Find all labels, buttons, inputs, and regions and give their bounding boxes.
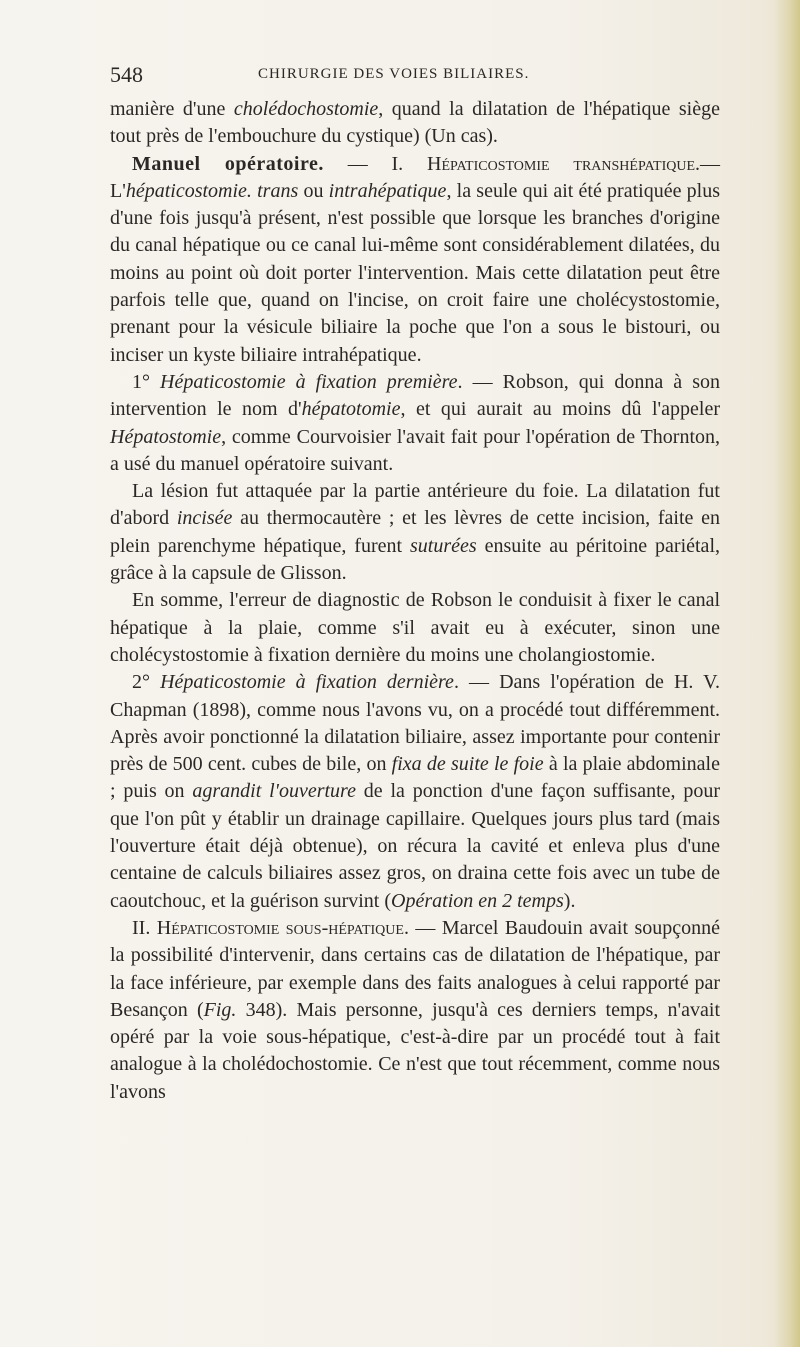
text-run: 348). Mais personne, jusqu'à ces derniers temps, n'avait opéré par la voie sous-hépatique, c'est-à-dire par un procédé tout à fait analogue à la cholédochostomie. Ce n'est que tout récemment, comme nous l'avons [110,998,721,1103]
text-run: . — Robson, qui donna à son intervention le nom d' [110,370,721,421]
text-run: II. [132,916,157,939]
running-head: CHIRURGIE DES VOIES BILIAIRES. [258,66,530,82]
subsection-heading: Hépaticostomie transhépatique [427,152,695,175]
text-run: manière d'une [110,98,234,120]
text-run: , la seule qui ait été pratiquée plus d'une fois jusqu'à présent, n'est possible que lorsque les branches d'origine du canal hépatique ou ce canal lui-même sont considérablement dilatées, du moins au point où doit porter l'intervention. Mais cette dilatation peut être parfois telle que, quand on l'incise, on croit faire une cholécystostomie, prenant pour la vésicule biliaire la poche que l'on a sous le bistouri, ou inciser un kyste biliaire intrahépatique. [110,179,720,366]
italic-heading: Hépaticostomie à fixation dernière [160,671,454,694]
text-run: ). [563,889,576,912]
text-run: 1° [132,370,161,393]
text-run: En somme, l'erreur de diagnostic de Robson le conduisit à fixer le canal hépatique à la plaie, comme s'il avait eu à exécuter, sinon une cholécystostomie à fixation dernière du moins une cholangiostomie. [110,589,720,666]
italic-term: agrandit l'ouverture [192,780,356,803]
italic-term: intrahépatique [328,179,447,202]
section-heading: Manuel opératoire. [132,152,324,175]
italic-term: hépaticostomie. trans [125,179,299,202]
text-run: . — Dans l'opération de H. V. Chapman (1898), comme nous l'avons vu, on a procédé tout différemment. Après avoir ponctionné la dilatation biliaire, assez importante pour contenir près de 500 cent. cubes de bile, on [110,671,720,776]
paragraph-fixation-derniere [110,669,720,915]
text-run: ou [298,179,329,202]
text-run: La lésion fut attaquée par la partie antérieure du foie. La dilatation fut d'abord [110,480,720,530]
text-run: , comme Courvoisier l'avait fait pour l'opération de Thornton, a usé du manuel opératoire suivant. [110,425,720,475]
text-run: à la plaie abdominale ; puis on [110,753,720,803]
text-run: — I. [323,152,427,175]
paragraph-en-somme [110,587,720,669]
page-number: 548 [110,62,143,87]
text-run: ensuite au péritoine pariétal, grâce à la capsule de Glisson. [110,534,720,585]
italic-term: fixa de suite le foie [391,753,544,776]
text-run: .— L' [110,152,720,202]
page-edge-shadow [774,0,800,1347]
page-header [110,62,720,90]
page-body [110,96,720,1106]
italic-term: hépatotomie [301,398,401,421]
italic-heading: Hépaticostomie à fixation première [160,370,458,393]
text-run: de la ponction d'une façon suffisante, pour que l'on pût y établir un drainage capillaire. Quelques jours plus tard (mais l'ouverture était déjà obtenue), on récura la cavité et enleva plus d'une centaine de calculs biliaires assez gros, on draina cette fois avec un tube de caoutchouc, et la guérison survint ( [110,780,721,912]
paragraph-fixation-premiere [110,369,720,478]
figure-reference: Fig. [203,998,237,1021]
paragraph-lesion [110,478,720,587]
text-run: au thermocautère ; et les lèvres de cette incision, faite en plein parenchyme hépatique, furent [110,507,720,557]
paragraph-sous-hepatique [110,915,720,1106]
paragraph-manuel-operatoire [110,151,720,369]
text-run: , quand la dilatation de l'hépatique siège tout près de l'embouchure du cystique) (Un cas). [110,98,720,148]
subsection-heading: Hépaticostomie sous-hépatique [156,916,404,939]
text-run: 2° [132,671,161,694]
italic-term: suturées [409,534,477,557]
text-run: , et qui aurait au moins dû l'appeler [400,398,720,421]
italic-term: incisée [176,507,233,530]
paragraph-1 [110,96,720,151]
italic-term: Hépatostomie [110,425,222,448]
italic-term: cholédochostomie [233,98,379,120]
italic-term: Opération en 2 temps [391,889,564,912]
text-run: . — Marcel Baudouin avait soupçonné la possibilité d'intervenir, dans certains cas de dilatation de l'hépatique, par la face inférieure, par exemple dans des faits analogues à celui rapporté par Besançon ( [110,916,720,1021]
